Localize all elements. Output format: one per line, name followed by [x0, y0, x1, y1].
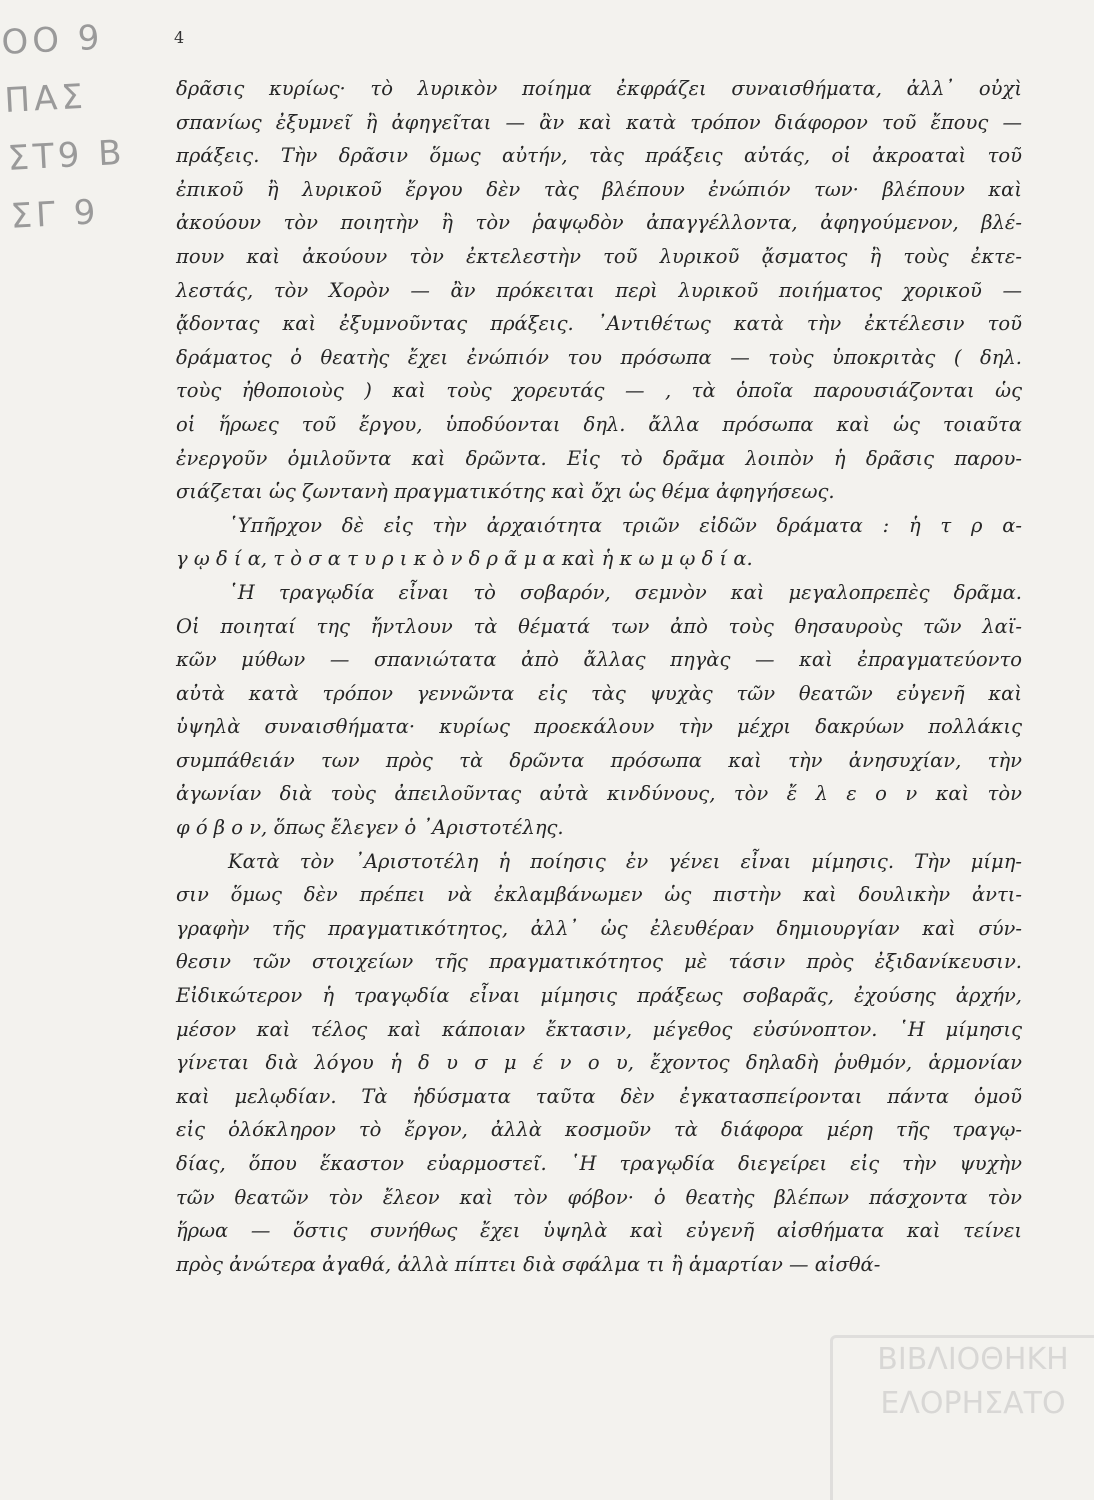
text-line: Εἰδικώτερον ἡ τραγῳδία εἶναι μίμησις πράξεως σοβαρᾶς, ἐχούσης ἀρχήν, — [176, 984, 1022, 1008]
text-line: αὐτὰ κατὰ τρόπον γεννῶντα εἰς τὰς ψυχὰς τῶν θεατῶν εὐγενῆ καὶ — [176, 681, 1022, 705]
margin-note: ΣΤ9 Β — [6, 132, 127, 179]
text-line: λεστάς, τὸν Χορὸν — ἂν πρόκειται περὶ λυρικοῦ ποιήματος χορικοῦ — — [176, 278, 1022, 302]
text-line: ἥρωα — ὅστις συνήθως ἔχει ὑψηλὰ καὶ εὐγενῆ αἰσθήματα καὶ τείνει — [176, 1219, 1022, 1243]
text-line: ἀκούουν τὸν ποιητὴν ἢ τὸν ῥαψῳδὸν ἀπαγγέλλοντα, ἀφηγούμενον, βλέ- — [176, 211, 1022, 235]
text-line: τῶν θεατῶν τὸν ἔλεον καὶ τὸν φόβον· ὁ θεατὴς βλέπων πάσχοντα τὸν — [176, 1185, 1022, 1209]
text-line: Οἱ ποιηταί της ἤντλουν τὰ θέματά των ἀπὸ τοὺς θησαυροὺς τῶν λαϊ- — [176, 614, 1022, 638]
text-line: γραφὴν τῆς πραγματικότητος, ἀλλ᾽ ὡς ἐλευθέραν δημιουργίαν καὶ σύν- — [176, 916, 1022, 940]
text-line: σπανίως ἐξυμνεῖ ἢ ἀφηγεῖται — ἂν καὶ κατὰ τρόπον διάφορον τοῦ ἔπους — — [176, 110, 1022, 134]
margin-note: ΟΟ 9 — [0, 17, 105, 64]
text-line: ἀγωνίαν διὰ τοὺς ἀπειλοῦντας αὐτὰ κινδύνους, τὸν ἔ λ ε ο ν καὶ τὸν — [176, 782, 1022, 806]
text-line: καὶ μελῳδίαν. Τὰ ἡδύσματα ταῦτα δὲν ἐγκατασπείρονται πάντα ὁμοῦ — [176, 1084, 1022, 1108]
text-line: πουν καὶ ἀκούουν τὸν ἐκτελεστὴν τοῦ λυρικοῦ ᾄσματος ἢ τοὺς ἐκτε- — [176, 244, 1022, 268]
paragraph — [176, 509, 1022, 576]
text-line: δρᾶσις κυρίως· τὸ λυρικὸν ποίημα ἐκφράζει συναισθήματα, ἀλλ᾽ οὐχὶ — [176, 77, 1022, 100]
text-line: εἰς ὁλόκληρον τὸ ἔργον, ἀλλὰ κοσμοῦν τὰ διάφορα μέρη τῆς τραγῳ- — [176, 1118, 1022, 1142]
text-line: γίνεται διὰ λόγου ἡ δ υ σ μ έ ν ο υ, ἔχοντος δηλαδὴ ῥυθμόν, ἁρμονίαν — [176, 1051, 1022, 1075]
margin-note: ΣΓ 9 — [9, 192, 101, 237]
text-line: συμπάθειάν των πρὸς τὰ δρῶντα πρόσωπα καὶ τὴν ἀνησυχίαν, τὴν — [176, 748, 1022, 772]
text-line: οἱ ἥρωες τοῦ ἔργου, ὑποδύονται δηλ. ἄλλα πρόσωπα καὶ ὡς τοιαῦτα — [176, 412, 1022, 436]
paragraph — [176, 845, 1022, 1282]
text-line: δράματος ὁ θεατὴς ἔχει ἐνώπιόν του πρόσωπα — τοὺς ὑποκριτὰς ( δηλ. — [176, 345, 1022, 369]
text-line: φ ό β ο ν, ὅπως ἔλεγεν ὁ ᾿Αριστοτέλης. — [176, 816, 564, 840]
text-line: σιν ὅμως δὲν πρέπει νὰ ἐκλαμβάνωμεν ὡς πιστὴν καὶ δουλικὴν ἀντι- — [176, 883, 1022, 907]
text-line: ὑψηλὰ συναισθήματα· κυρίως προεκάλουν τὴν μέχρι δακρύων πολλάκις — [176, 715, 1022, 739]
stamp-line: ΒΙΒΛΙΟΘΗΚΗ — [877, 1342, 1069, 1377]
text-line: πρὸς ἀνώτερα ἀγαθά, ἀλλὰ πίπτει διὰ σφάλμα τι ἢ ἁμαρτίαν — αἰσθά- — [176, 1252, 881, 1276]
stamp-line: ΕΛΟΡΗΣΑΤΟ — [880, 1386, 1066, 1421]
page-number: 4 — [174, 28, 185, 47]
body-text — [176, 72, 1022, 1281]
text-line: ἐπικοῦ ἢ λυρικοῦ ἔργου δὲν τὰς βλέπουν ἐνώπιόν των· βλέπουν καὶ — [176, 177, 1022, 201]
text-line: μέσον καὶ τέλος καὶ κάποιαν ἔκτασιν, μέγεθος εὐσύνοπτον. ῾Η μίμησις — [176, 1017, 1022, 1041]
text-line: σιάζεται ὡς ζωντανὴ πραγματικότης καὶ ὄχι ὡς θέμα ἀφηγήσεως. — [176, 480, 835, 504]
text-line: πράξεις. Τὴν δρᾶσιν ὅμως αὐτήν, τὰς πράξεις αὐτάς, οἱ ἀκροαταὶ τοῦ — [176, 144, 1022, 168]
text-line: ᾄδοντας καὶ ἐξυμνοῦντας πράξεις. ᾿Αντιθέτως κατὰ τὴν ἐκτέλεσιν τοῦ — [176, 312, 1022, 336]
text-line: δίας, ὅπου ἕκαστον εὐαρμοστεῖ. ῾Η τραγῳδία διεγείρει εἰς τὴν ψυχὴν — [176, 1152, 1022, 1175]
text-line: Κατὰ τὸν ᾿Αριστοτέλη ἡ ποίησις ἐν γένει εἶναι μίμησις. Τὴν μίμη- — [228, 849, 1022, 873]
paragraph — [176, 576, 1022, 845]
text-line: ἐνεργοῦν ὁμιλοῦντα καὶ δρῶντα. Εἰς τὸ δρᾶμα λοιπὸν ἡ δρᾶσις παρου- — [176, 446, 1022, 470]
text-line: κῶν μύθων — σπανιώτατα ἀπὸ ἄλλας πηγὰς — καὶ ἐπραγματεύοντο — [176, 648, 1022, 672]
margin-handwritten-notes — [0, 6, 162, 246]
text-line: ῾Η τραγῳδία εἶναι τὸ σοβαρόν, σεμνὸν καὶ μεγαλοπρεπὲς δρᾶμα. — [228, 580, 1022, 604]
text-line: θεσιν τῶν στοιχείων τῆς πραγματικότητος μὲ τάσιν πρὸς ἐξιδανίκευσιν. — [176, 950, 1022, 974]
library-stamp — [830, 1335, 1094, 1500]
text-line: γ ῳ δ ί α, τ ὸ σ α τ υ ρ ι κ ὸ ν δ ρ ᾶ μ α καὶ ἡ κ ω μ ῳ δ ί α. — [176, 547, 753, 571]
text-line: ῾Υπῆρχον δὲ εἰς τὴν ἀρχαιότητα τριῶν εἰδῶν δράματα : ἡ τ ρ α- — [228, 513, 1022, 537]
paragraph — [176, 72, 1022, 509]
margin-note: ΠΑΣ — [3, 76, 88, 121]
text-line: τοὺς ἠθοποιοὺς ) καὶ τοὺς χορευτάς — , τὰ ὁποῖα παρουσιάζονται ὡς — [176, 379, 1022, 403]
